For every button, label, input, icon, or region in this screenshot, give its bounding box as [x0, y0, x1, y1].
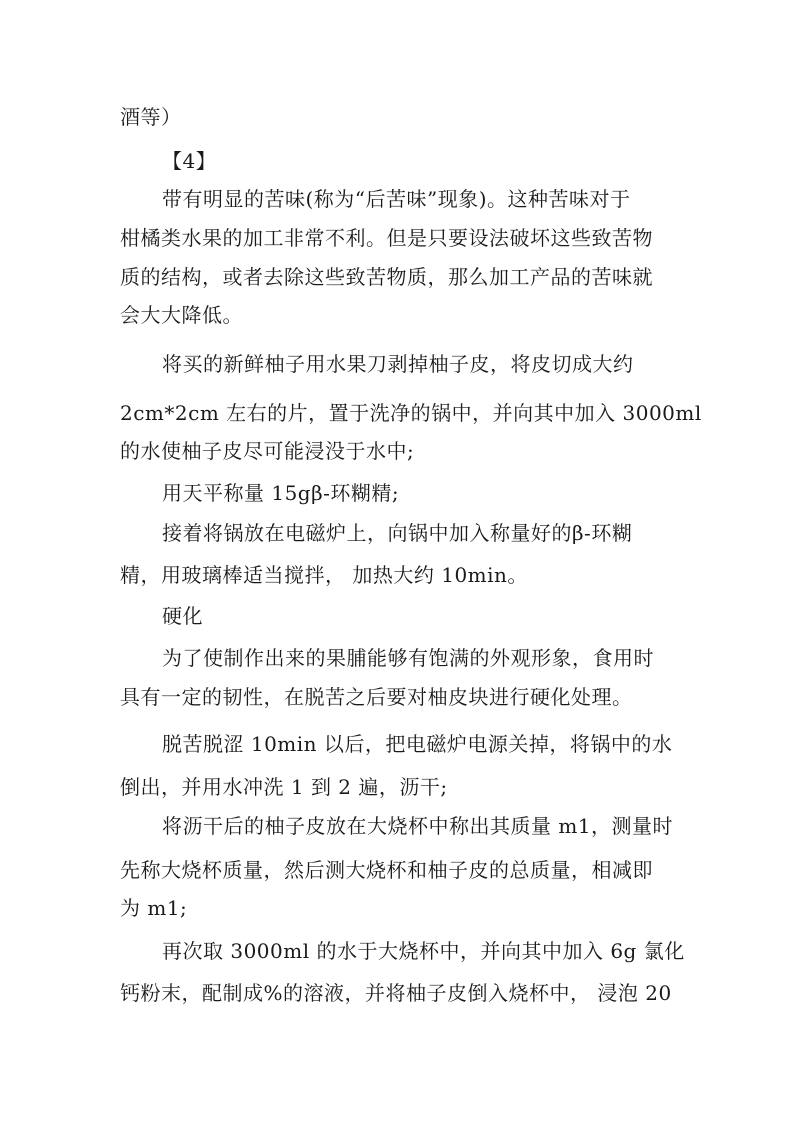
text-line: 带有明显的苦味(称为“后苦味”现象)。这种苦味对于	[162, 187, 631, 211]
text-line: 2cm*2cm 左右的片，置于洗净的锅中，并向其中加入 3000ml	[120, 401, 702, 425]
text-line: 的水使柚子皮尽可能浸没于水中;	[120, 439, 415, 463]
section-heading: 【4】	[162, 149, 217, 173]
text-line: 接着将锅放在电磁炉上，向锅中加入称量好的β-环糊	[162, 521, 633, 545]
section-heading: 硬化	[162, 604, 203, 628]
text-line: 脱苦脱涩 10min 以后，把电磁炉电源关掉，将锅中的水	[162, 732, 673, 756]
text-line: 柑橘类水果的加工非常不利。但是只要设法破坏这些致苦物	[120, 226, 653, 250]
text-line: 酒等）	[120, 105, 182, 129]
text-line: 质的结构，或者去除这些致苦物质，那么加工产品的苦味就	[120, 265, 653, 289]
text-line: 倒出，并用水冲洗 1 到 2 遍，沥干;	[120, 775, 448, 799]
text-line: 钙粉末，配制成%的溶液，并将柚子皮倒入烧杯中， 浸泡 20	[120, 981, 672, 1005]
text-line: 为 m1;	[120, 896, 188, 920]
text-line: 将买的新鲜柚子用水果刀剥掉柚子皮，将皮切成大约	[162, 352, 634, 376]
text-line: 会大大降低。	[120, 303, 243, 327]
text-line: 为了使制作出来的果脯能够有饱满的外观形象，食用时	[162, 646, 654, 670]
text-line: 将沥干后的柚子皮放在大烧杯中称出其质量 m1，测量时	[162, 814, 674, 838]
text-line: 具有一定的韧性，在脱苦之后要对柚皮块进行硬化处理。	[120, 685, 633, 709]
text-line: 再次取 3000ml 的水于大烧杯中，并向其中加入 6g 氯化	[162, 939, 685, 963]
text-line: 先称大烧杯质量，然后测大烧杯和柚子皮的总质量，相减即	[120, 858, 653, 882]
text-line: 精，用玻璃棒适当搅拌， 加热大约 10min。	[120, 563, 528, 587]
text-line: 用天平称量 15gβ-环糊精;	[162, 481, 400, 505]
